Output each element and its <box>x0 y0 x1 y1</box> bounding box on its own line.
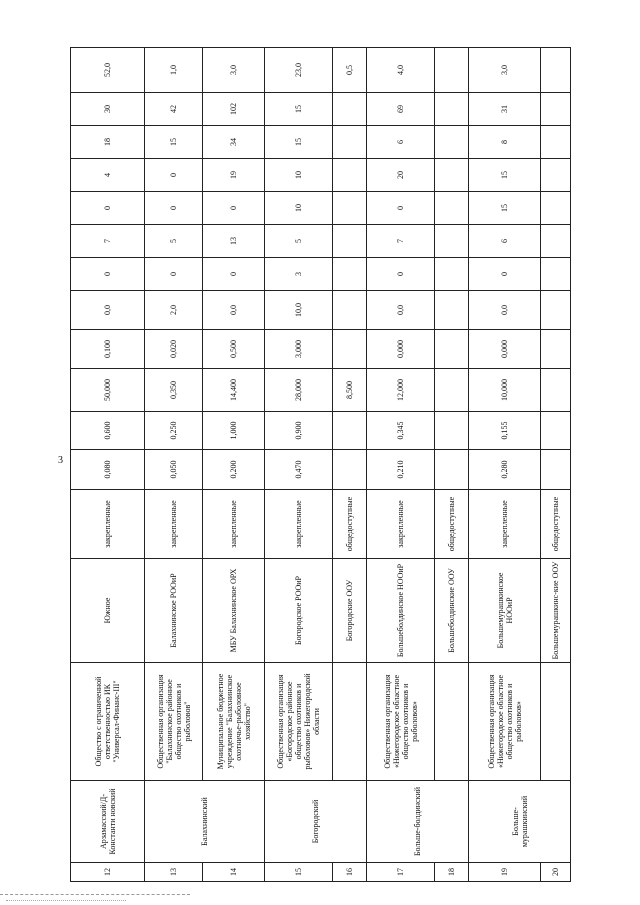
value-cell: 0,155 <box>469 412 541 450</box>
value-cell <box>333 412 367 450</box>
value-cell <box>333 192 367 225</box>
organization-cell: Общество с ограниченной ответственностью ИК "Универсал-Финанс-III" <box>71 663 145 781</box>
organization-cell: Муниципальное бюджетное учреждение "Балахнинское охотничье-рыболовное хозяйство" <box>203 663 265 781</box>
value-cell <box>541 126 571 159</box>
value-cell: 10 <box>265 192 333 225</box>
value-cell <box>541 93 571 126</box>
table-row <box>435 48 469 882</box>
value-cell: 0,900 <box>265 412 333 450</box>
table-row <box>367 48 435 882</box>
value-cell: 0 <box>203 192 265 225</box>
value-cell: 4,0 <box>367 48 435 93</box>
table-row <box>203 48 265 882</box>
organization-cell <box>333 663 367 781</box>
value-cell: 15 <box>469 192 541 225</box>
value-cell: 3,0 <box>203 48 265 93</box>
value-cell: 0 <box>469 258 541 291</box>
ground-type-cell: закрепленные <box>71 490 145 559</box>
value-cell: 5 <box>145 225 203 258</box>
value-cell <box>435 450 469 490</box>
ground-type-cell: закрепленные <box>469 490 541 559</box>
organization-cell <box>435 663 469 781</box>
value-cell: 42 <box>145 93 203 126</box>
district-cell: Больше-болдинский <box>367 781 469 863</box>
hunting-ground-cell: Большемурашкинс-кие ООУ <box>541 559 571 663</box>
value-cell: 1,0 <box>145 48 203 93</box>
row-number: 13 <box>145 863 203 882</box>
value-cell <box>435 225 469 258</box>
value-cell: 3 <box>265 258 333 291</box>
table-row <box>71 48 145 882</box>
row-number: 16 <box>333 863 367 882</box>
hunting-ground-cell: Балахнинское РООиР <box>145 559 203 663</box>
organization-cell: Общественная организация «Богородское районное общество охотников и рыболовов» Нижегородской области <box>265 663 333 781</box>
value-cell <box>435 330 469 369</box>
value-cell: 0,210 <box>367 450 435 490</box>
value-cell <box>541 450 571 490</box>
value-cell: 28,000 <box>265 369 333 412</box>
value-cell: 6 <box>469 225 541 258</box>
value-cell <box>435 369 469 412</box>
hunting-ground-cell: Большеболдинские ООУ <box>435 559 469 663</box>
scan-edge-line <box>0 894 190 895</box>
value-cell: 6 <box>367 126 435 159</box>
value-cell <box>333 330 367 369</box>
value-cell: 0,600 <box>71 412 145 450</box>
value-cell: 5 <box>265 225 333 258</box>
hunting-ground-cell: Большемурашкинское НООиР <box>469 559 541 663</box>
value-cell: 0,200 <box>203 450 265 490</box>
district-cell: Больше-мурашкинский <box>469 781 571 863</box>
value-cell: 0,080 <box>71 450 145 490</box>
value-cell <box>435 291 469 330</box>
value-cell <box>541 369 571 412</box>
value-cell: 0 <box>71 258 145 291</box>
value-cell: 0,0 <box>469 291 541 330</box>
value-cell: 0,0 <box>367 291 435 330</box>
row-number: 20 <box>541 863 571 882</box>
value-cell <box>541 330 571 369</box>
value-cell: 0,020 <box>145 330 203 369</box>
ground-type-cell: общедоступные <box>541 490 571 559</box>
value-cell: 102 <box>203 93 265 126</box>
hunting-ground-cell: Большеболдинское НООиР <box>367 559 435 663</box>
value-cell <box>333 291 367 330</box>
value-cell: 0,000 <box>469 330 541 369</box>
row-number: 18 <box>435 863 469 882</box>
value-cell: 0,345 <box>367 412 435 450</box>
organization-cell: Общественная организация "Балахнинское районное общество охотников и рыболовов" <box>145 663 203 781</box>
value-cell: 15 <box>469 159 541 192</box>
value-cell <box>541 159 571 192</box>
value-cell: 0 <box>145 192 203 225</box>
row-number: 15 <box>265 863 333 882</box>
value-cell <box>541 412 571 450</box>
organization-cell <box>541 663 571 781</box>
page-number: 3 <box>58 455 63 466</box>
value-cell: 18 <box>71 126 145 159</box>
value-cell <box>435 258 469 291</box>
value-cell: 14,400 <box>203 369 265 412</box>
value-cell: 15 <box>265 93 333 126</box>
value-cell: 10 <box>265 159 333 192</box>
value-cell: 3,000 <box>265 330 333 369</box>
value-cell: 0,250 <box>145 412 203 450</box>
value-cell <box>435 192 469 225</box>
hunting-ground-cell: Богородские ООУ <box>333 559 367 663</box>
value-cell <box>541 258 571 291</box>
value-cell: 20 <box>367 159 435 192</box>
value-cell <box>435 159 469 192</box>
value-cell: 1,000 <box>203 412 265 450</box>
value-cell: 7 <box>71 225 145 258</box>
district-cell: Балахнинский <box>145 781 265 863</box>
value-cell: 50,000 <box>71 369 145 412</box>
value-cell: 0 <box>367 258 435 291</box>
value-cell <box>435 126 469 159</box>
value-cell <box>333 450 367 490</box>
row-number: 19 <box>469 863 541 882</box>
value-cell: 8,500 <box>333 369 367 412</box>
hunting-ground-cell: Южное <box>71 559 145 663</box>
rotated-page <box>70 48 582 882</box>
value-cell: 0,050 <box>145 450 203 490</box>
value-cell <box>541 291 571 330</box>
value-cell: 52,0 <box>71 48 145 93</box>
value-cell: 0,100 <box>71 330 145 369</box>
value-cell: 0 <box>203 258 265 291</box>
value-cell <box>333 126 367 159</box>
value-cell <box>435 48 469 93</box>
table-row <box>265 48 333 882</box>
table-row <box>145 48 203 882</box>
value-cell: 2,0 <box>145 291 203 330</box>
value-cell <box>541 48 571 93</box>
value-cell: 0 <box>71 192 145 225</box>
value-cell: 8 <box>469 126 541 159</box>
ground-type-cell: закрепленные <box>367 490 435 559</box>
value-cell <box>541 225 571 258</box>
district-cell: Арзамасский/Д-Константи новский <box>71 781 145 863</box>
hunting-ground-cell: Богородское РООиР <box>265 559 333 663</box>
value-cell: 4 <box>71 159 145 192</box>
value-cell: 30 <box>71 93 145 126</box>
row-number: 12 <box>71 863 145 882</box>
value-cell: 0,350 <box>145 369 203 412</box>
district-cell: Богородский <box>265 781 367 863</box>
value-cell: 13 <box>203 225 265 258</box>
value-cell: 0,470 <box>265 450 333 490</box>
row-number: 14 <box>203 863 265 882</box>
value-cell: 31 <box>469 93 541 126</box>
value-cell <box>333 159 367 192</box>
value-cell: 34 <box>203 126 265 159</box>
table-row <box>333 48 367 882</box>
table-row <box>469 48 541 882</box>
ground-type-cell: закрепленные <box>203 490 265 559</box>
value-cell: 7 <box>367 225 435 258</box>
value-cell: 0,000 <box>367 330 435 369</box>
value-cell: 69 <box>367 93 435 126</box>
value-cell: 0 <box>145 159 203 192</box>
value-cell <box>333 258 367 291</box>
value-cell: 10,000 <box>469 369 541 412</box>
value-cell: 15 <box>265 126 333 159</box>
value-cell: 0,0 <box>203 291 265 330</box>
value-cell: 0,0 <box>71 291 145 330</box>
organization-cell: Общественная организация «Нижегородское областное общество охотников и рыболовов» <box>367 663 435 781</box>
value-cell: 10,0 <box>265 291 333 330</box>
value-cell: 0 <box>367 192 435 225</box>
ground-type-cell: общедоступные <box>435 490 469 559</box>
value-cell: 19 <box>203 159 265 192</box>
value-cell <box>435 412 469 450</box>
ground-type-cell: закрепленные <box>265 490 333 559</box>
value-cell <box>333 225 367 258</box>
hunting-ground-cell: МБУ Балахнинское ОРХ <box>203 559 265 663</box>
value-cell <box>541 192 571 225</box>
organization-cell: Общественная организация «Нижегородское областное общество охотников и рыболовов» <box>469 663 541 781</box>
value-cell: 15 <box>145 126 203 159</box>
value-cell: 0,5 <box>333 48 367 93</box>
value-cell: 0,280 <box>469 450 541 490</box>
value-cell <box>333 93 367 126</box>
row-number: 17 <box>367 863 435 882</box>
ground-type-cell: закрепленные <box>145 490 203 559</box>
ground-type-cell: общедоступные <box>333 490 367 559</box>
value-cell: 23,0 <box>265 48 333 93</box>
value-cell: 3,0 <box>469 48 541 93</box>
value-cell: 0 <box>145 258 203 291</box>
table-row <box>541 48 571 882</box>
quota-table <box>70 47 571 882</box>
value-cell <box>435 93 469 126</box>
value-cell: 0,500 <box>203 330 265 369</box>
value-cell: 12,000 <box>367 369 435 412</box>
scan-edge-line <box>6 900 126 901</box>
